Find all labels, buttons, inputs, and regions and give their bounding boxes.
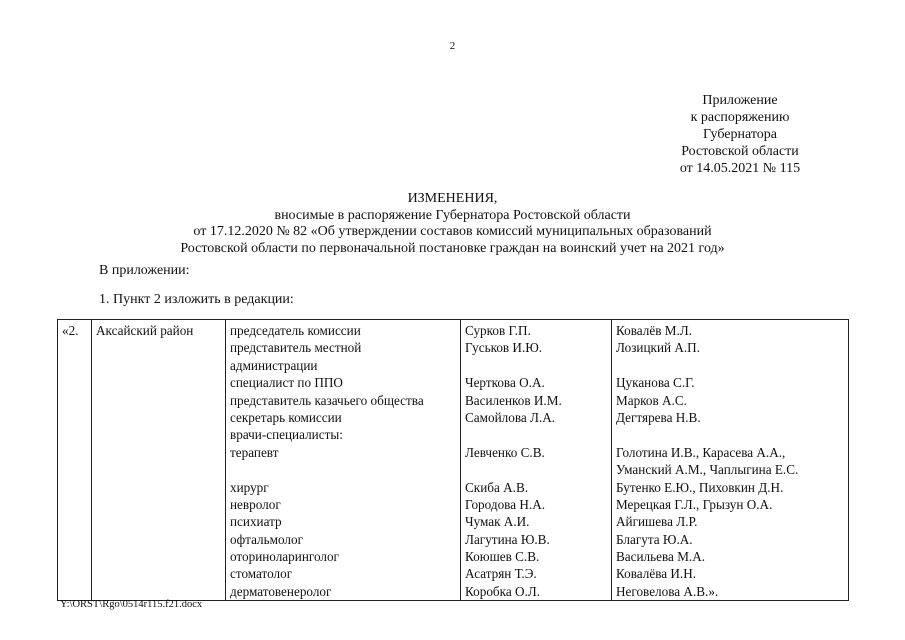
paragraph-item-1: 1. Пункт 2 изложить в редакции: — [99, 292, 294, 307]
appendix-line: Губернатора — [702, 127, 778, 142]
role-text: секретарь комиссии — [230, 409, 342, 425]
main-member-name: Скиба А.В. — [465, 479, 529, 495]
role-text: представитель местной — [230, 340, 362, 356]
main-member-name: Гуськов И.Ю. — [465, 340, 543, 356]
role-text: оториноларинголог — [230, 549, 339, 565]
main-member-name: Городова Н.А. — [465, 496, 546, 512]
main-member-name — [465, 461, 607, 478]
appendix-line: Ростовской области — [681, 144, 799, 159]
district-name: Аксайский район — [96, 323, 194, 338]
main-member-name — [465, 426, 607, 443]
district-cell — [92, 320, 226, 601]
reserve-members-column — [612, 320, 849, 601]
appendix-block — [640, 92, 840, 177]
main-members-column — [461, 320, 612, 601]
reserve-member-names: Уманский А.М., Чаплыгина Е.С. — [616, 462, 799, 478]
role-text: представитель казачьего общества — [230, 392, 424, 408]
heading-line: от 17.12.2020 № 82 «Об утверждении составов комиссий муниципальных образований — [193, 224, 712, 239]
table-row — [58, 320, 849, 601]
main-member-name: Самойлова Л.А. — [465, 409, 556, 425]
role-text: хирург — [230, 479, 269, 495]
role-text: невролог — [230, 496, 281, 512]
appendix-line: к распоряжению — [690, 110, 790, 125]
commission-table — [57, 319, 849, 601]
role-text: офтальмолог — [230, 531, 303, 547]
appendix-line: от 14.05.2021 № 115 — [679, 161, 801, 176]
main-member-name: Черткова О.А. — [465, 375, 545, 391]
page-number: 2 — [449, 40, 456, 52]
role-text: психиатр — [230, 514, 282, 530]
reserve-member-names: Ковалёва И.Н. — [616, 566, 697, 582]
main-member-name: Левченко С.В. — [465, 444, 545, 460]
item-number: «2. — [62, 323, 79, 338]
role-text: врачи-специалисты: — [230, 427, 343, 443]
reserve-member-names: Айгишева Л.Р. — [616, 514, 698, 530]
role-text: администрации — [230, 357, 318, 373]
reserve-member-names: Цуканова С.Г. — [616, 375, 695, 391]
reserve-member-names — [616, 357, 844, 374]
reserve-member-names: Лозицкий А.П. — [616, 340, 700, 356]
reserve-member-names — [616, 426, 844, 443]
reserve-member-names: Дегтярева Н.В. — [616, 409, 701, 425]
reserve-member-names: Неговелова А.В.». — [616, 583, 719, 599]
main-member-name: Василенков И.М. — [465, 392, 562, 408]
reserve-member-names: Голотина И.В., Карасева А.А., — [616, 444, 786, 460]
document-heading — [0, 191, 905, 257]
roles-column — [226, 320, 461, 601]
role-text: терапевт — [230, 444, 279, 460]
main-member-name: Сурков Г.П. — [465, 323, 531, 338]
heading-line: Ростовской области по первоначальной постановке граждан на воинский учет на 2021 год» — [180, 240, 725, 256]
document-title: ИЗМЕНЕНИЯ, — [407, 191, 498, 206]
reserve-member-names: Ковалёв М.Л. — [616, 323, 692, 338]
reserve-member-names: Мерецкая Г.Л., Грызун О.А. — [616, 496, 773, 512]
main-member-name: Коробка О.Л. — [465, 583, 541, 599]
role-text: дерматовенеролог — [230, 583, 332, 599]
heading-line: вносимые в распоряжение Губернатора Ростовской области — [274, 207, 631, 223]
reserve-member-names: Марков А.С. — [616, 392, 687, 408]
role-text: специалист по ППО — [230, 375, 343, 391]
file-path-footer: Y:\ORST\Rgo\0514r115.f21.docx — [60, 599, 203, 610]
reserve-member-names: Бутенко Е.Ю., Пиховкин Д.Н. — [616, 479, 784, 495]
reserve-member-names: Васильева М.А. — [616, 549, 706, 565]
appendix-line: Приложение — [702, 93, 778, 108]
role-text — [230, 461, 456, 478]
main-member-name: Чумак А.И. — [465, 514, 530, 530]
main-member-name: Коюшев С.В. — [465, 549, 540, 565]
main-member-name: Асатрян Т.Э. — [465, 566, 537, 582]
main-member-name — [465, 357, 607, 374]
reserve-member-names: Благута Ю.А. — [616, 531, 693, 547]
main-member-name: Лагутина Ю.В. — [465, 531, 550, 547]
paragraph-intro: В приложении: — [99, 263, 190, 278]
role-text: стоматолог — [230, 566, 293, 582]
item-number-cell — [58, 320, 92, 601]
role-text: председатель комиссии — [230, 323, 361, 338]
